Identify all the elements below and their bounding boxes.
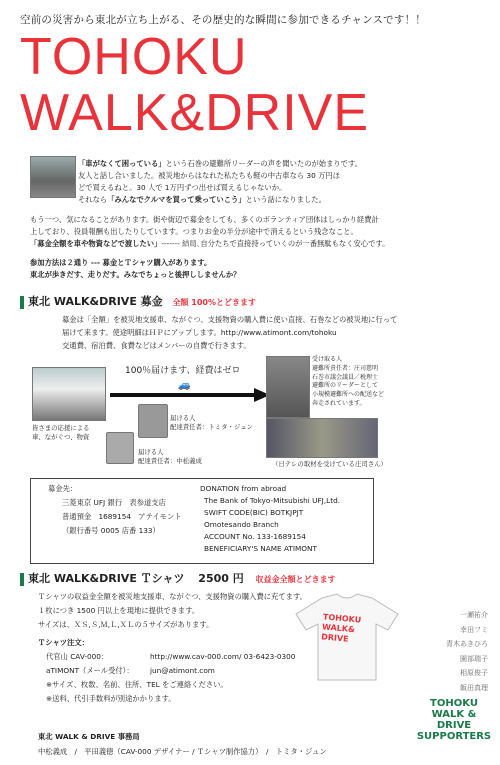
bank-code: （銀行番号 0005 店番 133） <box>62 526 160 535</box>
donation-line-3: 交通費、宿泊費、食費などはメンバーの自費で行きます。 <box>62 341 251 350</box>
donation-heading-row <box>20 293 256 309</box>
bank-account: 普通預金 1689154 アテイモント <box>62 512 182 521</box>
order-note-1: ※サイズ、枚数、名前、住所、TEL をご連絡ください。 <box>46 680 228 689</box>
donation-heading: 東北 WALK&DRIVE 募金 <box>28 295 163 308</box>
order-shop-label: 代官山 CAV-000： <box>46 652 109 661</box>
intro-text-4c: という話になりました。 <box>245 195 326 204</box>
receiver-photo <box>266 356 310 418</box>
abroad-label: DONATION from abroad <box>200 484 287 493</box>
abroad-bank: The Bank of Tokyo-Mitsubishi UFJ,Ltd. <box>204 496 341 505</box>
concern-line-2: 上しており、役員報酬も出したりしています。つまりお金の半分が途中で消えるという残念なこと。 <box>30 227 358 236</box>
concern-line-3 <box>30 238 389 250</box>
tshirt-line-3: サイズは、ＸＳ,Ｓ,Ｍ,Ｌ,ＸＬの５サイズがあります。 <box>38 620 214 629</box>
intro-line-2: 友人と話し合いました。被災地からはなれた私たちも軽の中古車なら 30 万円ほ <box>78 171 341 180</box>
section-bar-icon <box>20 573 24 586</box>
receiver-caption: 受け取る人 避難所責任者：庄司慈明 石巻市議会議員／税理士 避難所のリーダーとして 小規模避難所への配送など 奔走されています。 <box>312 356 385 407</box>
tv-caption: （日テレの取材を受けている庄司さん） <box>272 460 387 468</box>
bank-name: 三菱東京 UFJ 銀行 表参道支店 <box>62 498 166 507</box>
intro-line-3: どで買えるねと。30 人で 1万円ずつ出せば買えるじゃないか。 <box>78 183 287 192</box>
tshirt-print: TOHOKU WALK& DRIVE <box>320 612 362 644</box>
van-photo <box>32 367 106 421</box>
tv-interview-photo <box>266 418 378 458</box>
donation-line-1: 募金は「全額」を被災地支援車、ながぐつ、支援物資の購入費に使い直接、石巻などの被災地に行って <box>62 315 398 324</box>
supporters-caption: 皆さまの応援による 車、ながぐつ、物資 <box>32 424 90 441</box>
account-number: ACCOUNT No. 133-1689154 <box>204 532 306 541</box>
intro-line-4 <box>78 194 326 206</box>
swift-code: SWIFT CODE(BIC) BOTKJPJT <box>204 508 304 517</box>
participation-line-1: 参加方法は２通り --- 募金とＴシャツ購入があります。 <box>30 258 212 267</box>
branch-name: Omotesando Branch <box>204 520 279 529</box>
supporters-logo: TOHOKU WALK & DRIVE SUPPORTERS <box>416 698 492 742</box>
intro-text-1: という石巻の避難所リーダーの声を聞いたのが始まりです。 <box>165 159 362 168</box>
member-name: 飯田真理 <box>460 683 488 692</box>
order-shop-url[interactable]: http://www.cav-000.com/ 03-6423-0300 <box>150 652 296 661</box>
office-heading: 東北 WALK & DRIVE 事務局 <box>38 732 140 741</box>
intro-line-1 <box>78 158 362 170</box>
donation-badge: 全額 100%とどきます <box>172 298 257 307</box>
tshirt-heading: 東北 WALK&DRIVE Ｔシャツ <box>28 572 185 585</box>
concern-quote: 「募金全額を車や物資などで渡したい」 <box>30 239 162 248</box>
tshirt-badge: 収益金全額とどきます <box>255 575 336 584</box>
arrow-label: 100％届けます、経費はゼロ <box>125 366 241 376</box>
member-name: 一瀬祐介 <box>460 611 488 619</box>
deliverer-photo-1 <box>138 404 168 438</box>
delivery-arrow-icon <box>110 388 270 402</box>
member-name: 幸田フミ <box>460 625 488 634</box>
tshirt-heading-row <box>20 570 336 586</box>
member-name: 相原俊子 <box>460 669 488 677</box>
tagline: 空前の災害から東北が立ち上がる、その歴史的な瞬間に参加できるチャンスです！！ <box>20 14 426 26</box>
beneficiary-name: BENEFICIARY'S NAME ATIMONT <box>204 544 317 553</box>
car-icon: 🚙 <box>178 380 191 391</box>
participation-line-2: 東北が歩きだす、走りだす。みなでちょっと後押ししませんか？ <box>30 270 241 279</box>
truck-photo <box>30 156 76 198</box>
deliverer-1-caption: 届ける人 配達責任者：トミタ・ジュン <box>170 414 253 431</box>
order-mail-address[interactable]: jun@atimont.com <box>150 666 215 675</box>
section-bar-icon <box>20 296 24 309</box>
intro-slogan: 「みんなでクルマを買って乗っていこう」 <box>107 195 246 204</box>
tshirt-line-1: Ｔシャツの収益金全額を被災地支援車、ながぐつ、支援物資の購入費に充てます。 <box>38 592 307 601</box>
intro-text-4a: それなら <box>78 195 108 204</box>
deliverer-photo-2 <box>106 432 134 464</box>
bank-label: 募金先： <box>48 484 78 493</box>
order-note-2: ※送料、代引手数料が別途かかります。 <box>46 694 176 703</box>
concern-text-3b: ------- 結局､自分たちで直接持っていくのが一番無駄もなく安心です。 <box>161 239 390 248</box>
tshirt-line-2: １枚につき 1500 円以上を現地に提供できます。 <box>38 606 200 615</box>
member-name: 園部瑞子 <box>460 654 488 663</box>
member-name: 青木あきひろ <box>446 640 488 648</box>
office-members: 中松義成 / 平田義徳（CAV-000 デザイナー / Ｔシャツ制作協力） / トミタ・ジュン <box>38 747 327 756</box>
concern-line-1: もう一つ、気になることがあります。街や街辺で募金をしても、多くのボランティア団体はしっかり経費計 <box>30 215 379 224</box>
donation-line-2: 届けて来ます。使途明細はＨＰにアップします。http://www.atimont.com/tohoku <box>62 328 337 337</box>
title-line-2: WALK&DRIVE <box>20 84 370 142</box>
title-line-1: TOHOKU <box>20 28 248 86</box>
order-heading: Ｔシャツ注文： <box>38 638 89 647</box>
tshirt-price: 2500 円 <box>198 572 244 585</box>
deliverer-2-caption: 届ける人 配達責任者：中松義成 <box>138 448 202 465</box>
intro-quote: 「車がなくて困っている」 <box>78 159 166 168</box>
member-names <box>424 608 488 695</box>
order-mail-label: aTIMONT（メール受付）： <box>46 666 134 675</box>
